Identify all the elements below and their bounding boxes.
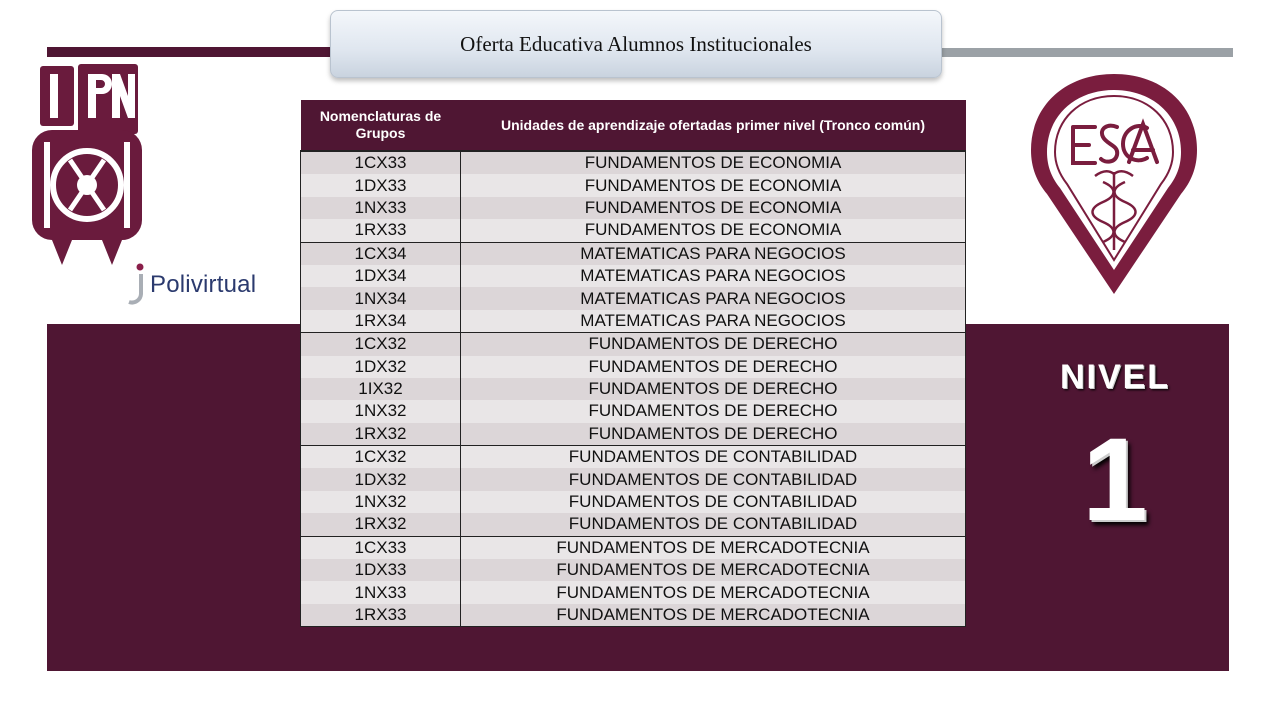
table-row xyxy=(301,197,966,219)
learning-unit-cell: FUNDAMENTOS DE MERCADOTECNIA xyxy=(461,536,966,559)
group-code-cell: 1RX34 xyxy=(301,310,461,333)
learning-unit-cell: FUNDAMENTOS DE DERECHO xyxy=(461,333,966,356)
polivirtual-mark-icon xyxy=(128,262,146,308)
table-header-row xyxy=(301,100,966,151)
table-row xyxy=(301,536,966,559)
table-row xyxy=(301,400,966,422)
group-code-cell: 1CX33 xyxy=(301,536,461,559)
page-title: Oferta Educativa Alumnos Institucionales xyxy=(330,10,942,78)
level-label: NIVEL xyxy=(1059,358,1171,396)
learning-unit-cell: FUNDAMENTOS DE DERECHO xyxy=(461,423,966,446)
learning-unit-cell: FUNDAMENTOS DE MERCADOTECNIA xyxy=(461,581,966,603)
learning-unit-cell: FUNDAMENTOS DE CONTABILIDAD xyxy=(461,491,966,513)
group-code-cell: 1NX32 xyxy=(301,400,461,422)
table-row xyxy=(301,491,966,513)
table-row xyxy=(301,356,966,378)
table-row xyxy=(301,378,966,400)
group-code-cell: 1RX33 xyxy=(301,604,461,627)
learning-unit-cell: FUNDAMENTOS DE CONTABILIDAD xyxy=(461,446,966,469)
group-code-cell: 1DX32 xyxy=(301,356,461,378)
group-code-cell: 1IX32 xyxy=(301,378,461,400)
group-code-cell: 1RX32 xyxy=(301,513,461,536)
header-rule-left xyxy=(47,47,347,57)
table-row xyxy=(301,151,966,174)
learning-unit-cell: FUNDAMENTOS DE MERCADOTECNIA xyxy=(461,604,966,627)
group-code-cell: 1NX33 xyxy=(301,197,461,219)
table-row xyxy=(301,604,966,627)
group-code-cell: 1DX33 xyxy=(301,559,461,581)
group-code-cell: 1CX34 xyxy=(301,242,461,265)
table-row xyxy=(301,513,966,536)
group-code-cell: 1DX33 xyxy=(301,174,461,196)
group-code-cell: 1RX33 xyxy=(301,219,461,242)
table-row xyxy=(301,446,966,469)
table-row xyxy=(301,174,966,196)
table-row xyxy=(301,559,966,581)
group-code-cell: 1NX32 xyxy=(301,491,461,513)
table-row xyxy=(301,581,966,603)
learning-unit-cell: FUNDAMENTOS DE DERECHO xyxy=(461,400,966,422)
table-row xyxy=(301,242,966,265)
table-row xyxy=(301,219,966,242)
group-code-cell: 1CX32 xyxy=(301,333,461,356)
header-rule-right xyxy=(930,48,1233,57)
learning-unit-cell: FUNDAMENTOS DE CONTABILIDAD xyxy=(461,468,966,490)
esca-logo-icon xyxy=(1025,72,1203,297)
group-code-cell: 1DX32 xyxy=(301,468,461,490)
ipn-logo-icon xyxy=(22,60,152,270)
polivirtual-wordmark: Polivirtual xyxy=(150,271,257,298)
table-row xyxy=(301,423,966,446)
table-body xyxy=(301,151,966,627)
group-code-cell: 1NX34 xyxy=(301,287,461,309)
table-row xyxy=(301,333,966,356)
level-number: 1 xyxy=(1082,414,1148,546)
learning-unit-cell: MATEMATICAS PARA NEGOCIOS xyxy=(461,310,966,333)
learning-unit-cell: FUNDAMENTOS DE DERECHO xyxy=(461,356,966,378)
group-code-cell: 1RX32 xyxy=(301,423,461,446)
column-header-groups: Nomenclaturas de Grupos xyxy=(301,100,461,151)
course-offer-table xyxy=(300,100,965,627)
learning-unit-cell: MATEMATICAS PARA NEGOCIOS xyxy=(461,265,966,287)
group-code-cell: 1DX34 xyxy=(301,265,461,287)
polivirtual-logo xyxy=(128,262,256,308)
table-row xyxy=(301,287,966,309)
learning-unit-cell: FUNDAMENTOS DE ECONOMIA xyxy=(461,219,966,242)
learning-unit-cell: FUNDAMENTOS DE MERCADOTECNIA xyxy=(461,559,966,581)
group-code-cell: 1CX32 xyxy=(301,446,461,469)
table-row xyxy=(301,265,966,287)
learning-unit-cell: FUNDAMENTOS DE ECONOMIA xyxy=(461,151,966,174)
learning-unit-cell: FUNDAMENTOS DE ECONOMIA xyxy=(461,197,966,219)
table-row xyxy=(301,468,966,490)
learning-unit-cell: FUNDAMENTOS DE ECONOMIA xyxy=(461,174,966,196)
learning-unit-cell: MATEMATICAS PARA NEGOCIOS xyxy=(461,287,966,309)
learning-unit-cell: FUNDAMENTOS DE CONTABILIDAD xyxy=(461,513,966,536)
table-row xyxy=(301,310,966,333)
learning-unit-cell: FUNDAMENTOS DE DERECHO xyxy=(461,378,966,400)
group-code-cell: 1NX33 xyxy=(301,581,461,603)
learning-unit-cell: MATEMATICAS PARA NEGOCIOS xyxy=(461,242,966,265)
column-header-units: Unidades de aprendizaje ofertadas primer nivel (Tronco común) xyxy=(461,100,966,151)
group-code-cell: 1CX33 xyxy=(301,151,461,174)
